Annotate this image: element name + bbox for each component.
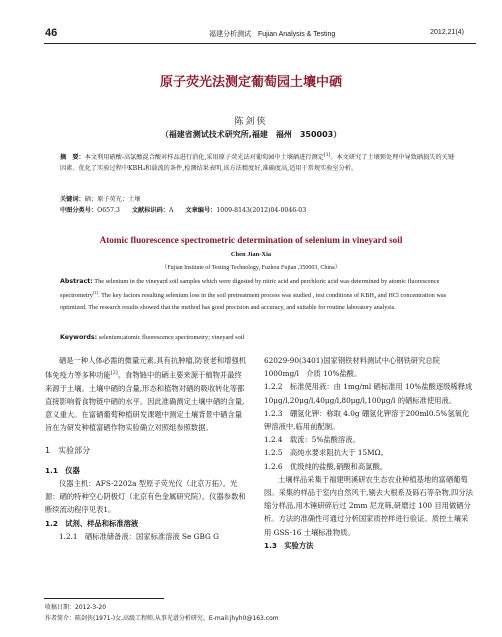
- clc-value: O657.3: [97, 207, 120, 214]
- keywords-en-label: Keywords:: [60, 334, 98, 341]
- doc-code-value: A: [168, 207, 174, 214]
- reagent-1-2-2: 1.2.2 标准使用液：由 1mg/ml 硒标准用 10%盐酸逐级稀释成 10μg/l,20μg/l,40μg/l,80μg/l,100μg/l 的硒标准使用液。: [264, 382, 473, 405]
- citation-ref-intro: [2]: [110, 370, 118, 377]
- instrument-paragraph: 仪器主机：AFS-2202a 型原子荧光仪（北京万拓）。光源：硒的特种空心阴极灯（北京有色金属研究院）。仪器参数和断续流动程序见表1。: [45, 479, 246, 515]
- sample-paragraph: 土壤样品采集于福建明溪研农生态农业种植基地的富硒葡萄园。采集的样品于室内自然风干,剔去大根系及砾石等杂物,四分法缩分样品,用木锤研碎后过 2mm 尼龙筛,研磨过 100 目用做硒分析。方法的准确性可通过分析国家质控样进行验证。质控土壤采用 GSS-16 土壤标准物质。: [264, 474, 473, 537]
- intro-text-cont: 。食物链中的硒主要来源于植物并最终来源于土壤。土壤中硒的含量,形态和植物对硒的吸收转化等都直接影响着食物链中硒的水平。因此准确测定土壤中硒的含量,意义重大。在富硒葡萄种植研发课题中测定土壤背景中硒含量旨在为研发种植富硒作物实验确立对照组参照数据。: [45, 370, 245, 433]
- abstract-en-label: Abstract:: [60, 278, 93, 285]
- section-heading-1: 1 实验部分: [45, 445, 91, 455]
- intro-paragraph: [45, 354, 247, 435]
- received-date: 收稿日期：2012-3-20: [45, 604, 107, 611]
- reagent-1-2-5: 1.2.5 高纯水要求阻抗大于 15MΩ。: [264, 448, 388, 458]
- affiliation: （福建省测试技术研究所,福建 福州 350003）: [160, 130, 342, 139]
- abstract-cn: [60, 150, 460, 174]
- doc-code-label: 文献标识码：: [131, 207, 169, 214]
- citation-ref: [1]: [323, 153, 331, 158]
- page-title: 原子荧光法测定葡萄园土壤中硒: [159, 75, 342, 90]
- reagent-1-2-1: 1.2.1 硒标准储备液：国家标准溶液 Se GBG G: [59, 531, 219, 541]
- running-header: [0, 29, 502, 43]
- article-id-value: 1009-8143(2012)04-0046-03: [216, 207, 307, 214]
- subsection-1-1: 1.1 仪器: [45, 465, 80, 475]
- reagent-1-2-4: 1.2.4 载流：5%盐酸溶液。: [264, 435, 360, 445]
- citation-ref-en: [1]: [92, 290, 99, 296]
- affiliation-en: （Fujian Institute of Testing Technology, Fuzhou Fujian ,350003, China）: [161, 265, 341, 271]
- page-number: 46: [45, 27, 58, 39]
- classification-line: [60, 205, 460, 216]
- keywords-cn-label: 关键词：: [60, 196, 85, 203]
- title-en: Atomic fluorescence spectrometric determination of selenium in vineyard soil: [99, 235, 403, 245]
- reagent-1-2-6: 1.2.6 优级纯的盐酸,硝酸和高氯酸。: [264, 461, 388, 471]
- footnote-rule: [44, 598, 164, 599]
- abstract-en-text-cont: . The key factors resulting selenium loss in the soil pretreatment process was studied , test conditions of KBH₄ and HCl concentration was optimized. The research results showed that the method has good precision and accuracy, and suitable for routine laboratory analysis.: [60, 292, 447, 311]
- abstract-cn-text: 本文利用硝酸-高氯酸混合酸对样品进行消化,采用原子荧光法对葡萄园中土壤硒进行测定: [84, 154, 324, 162]
- subsection-1-3: 1.3 实验方法: [264, 540, 314, 550]
- journal-name: 福建分析测试 Fujian Analysis & Testing: [209, 31, 336, 38]
- clc-label: 中图分类号：: [60, 207, 98, 214]
- reagent-1-2-3: 1.2.3 硼氢化钾：称取 4.0g 硼氢化钾溶于200ml0.5%氢氧化钾溶液中,临用前配制。: [264, 408, 470, 432]
- left-column: [45, 354, 247, 543]
- abstract-cn-text-cont: 。本文研究了土壤预处理中导致硒损失的关键因素。优化了实验过程中KBH₄和载流的条件,检测结果表明,该方法精度好,准确度高,适用于常规实验室分析。: [60, 154, 455, 173]
- right-column: [264, 354, 474, 552]
- author-en: Chen Jian-Xia: [230, 251, 272, 258]
- keywords-en-text: selenium;atomic fluorescence spectrometry; vineyard soil: [98, 334, 245, 341]
- keywords-cn-text: 硒；原子荧光；土壤: [84, 196, 141, 203]
- reagent-1-2-1-cont: 62029-90(3401)国家钢铁材料测试中心钢铁研究总院 1000mg/l 介质 10%盐酸。: [264, 356, 440, 379]
- keywords-cn: [60, 194, 460, 205]
- abstract-en: [60, 276, 460, 313]
- volume-issue: 2012,21(4): [430, 29, 464, 36]
- subsection-1-2: 1.2 试剂、样品和标准溶液: [45, 518, 139, 528]
- header-rule: [44, 43, 476, 44]
- author-info: 作者简介：陈剑侠(1971-)女,高级工程师,从事光谱分析研究。E-mail:jhyh0@163.com: [45, 615, 279, 622]
- intro-text: 硒是一种人体必需的微量元素,具有抗肿瘤,防衰老和增强机体免疫力等多种功能: [45, 356, 247, 380]
- article-id-label: 文章编号：: [185, 207, 217, 214]
- abstract-cn-label: 摘 要：: [60, 154, 85, 162]
- abstract-en-text: The selenium in the vineyard soil samples which were digested by nitric acid and perchloric acid was determined by atomic fluorescence spectrometry: [60, 278, 440, 300]
- keywords-en: [60, 332, 460, 343]
- author-name: 陈剑侠: [234, 117, 268, 127]
